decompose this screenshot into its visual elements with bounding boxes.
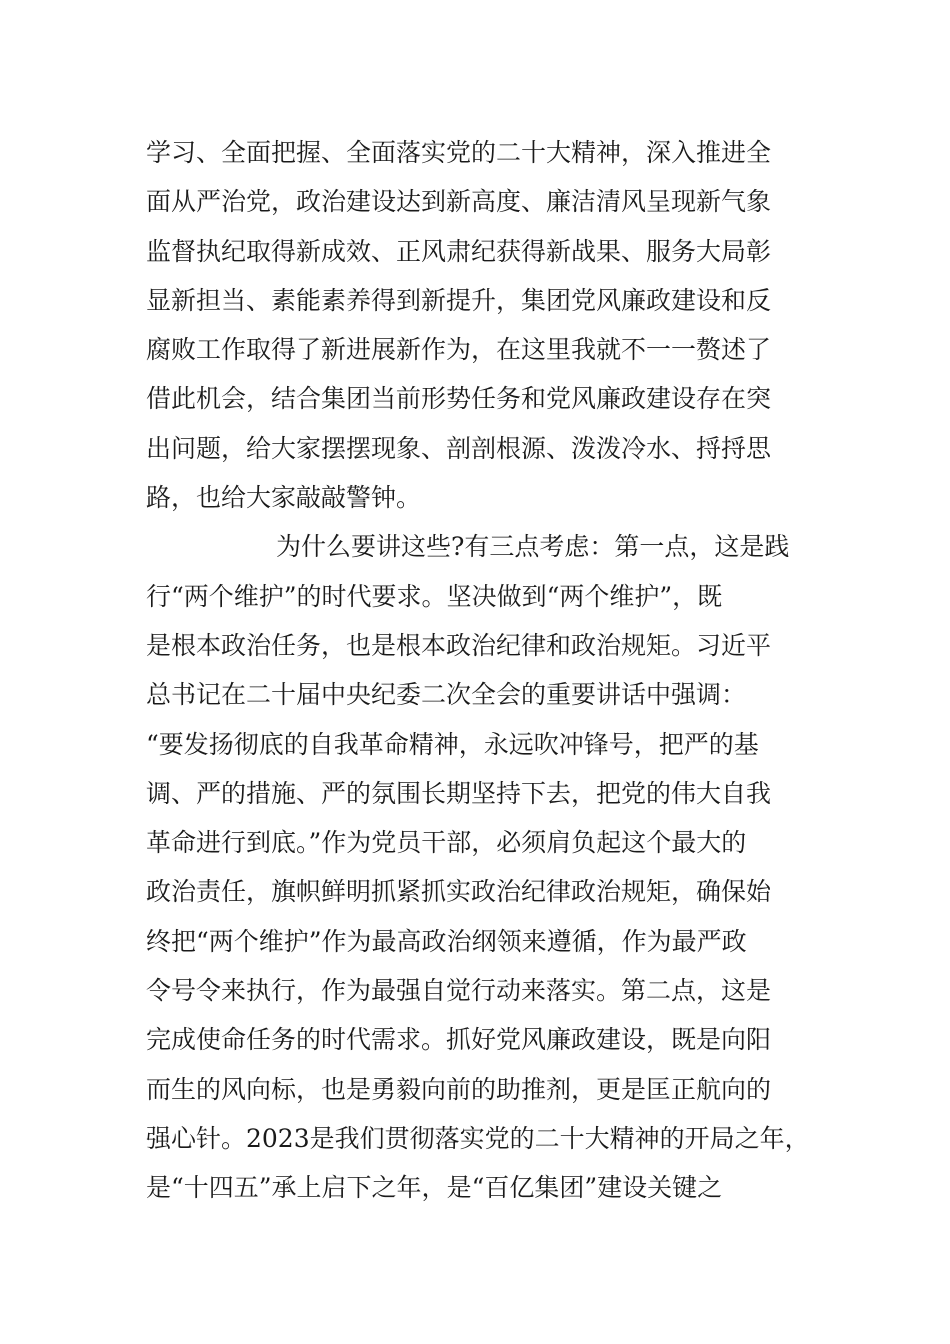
text-line: 学习、全面把握、全面落实党的二十大精神，深入推进全 [146, 138, 772, 167]
text-line: 监督执纪取得新成效、正风肃纪获得新战果、服务大局彰 [146, 236, 772, 266]
text-line: 调、严的措施、严的氛围长期坚持下去，把党的伟大自我 [146, 778, 772, 808]
text-line: 终把“两个维护”作为最高政治纲领来遵循，作为最严政 [146, 926, 747, 956]
paragraph-start-line: 为什么要讲这些?有三点考虑：第一点，这是践 [276, 532, 790, 562]
text-line: 出问题，给大家摆摆现象、剖剖根源、泼泼冷水、捋捋思 [146, 433, 772, 463]
text-line: 是“十四五”承上启下之年，是“百亿集团”建设关键之 [146, 1173, 723, 1203]
text-line: 强心针。2023是我们贯彻落实党的二十大精神的开局之年， [146, 1123, 810, 1153]
text-line: 路，也给大家敲敲警钟。 [146, 483, 422, 513]
text-line: 行“两个维护”的时代要求。坚决做到“两个维护”，既 [146, 581, 723, 611]
body-text [146, 128, 826, 1213]
text-line: “要发扬彻底的自我革命精神，永远吹冲锋号，把严的基 [146, 729, 759, 759]
text-line: 借此机会，结合集团当前形势任务和党风廉政建设存在突 [146, 384, 772, 414]
text-line: 完成使命任务的时代需求。抓好党风廉政建设，既是向阳 [146, 1025, 772, 1055]
text-line: 令号令来执行，作为最强自觉行动来落实。第二点，这是 [146, 976, 772, 1006]
text-line: 腐败工作取得了新进展新作为，在这里我就不一一赘述了 [146, 335, 772, 365]
text-line: 革命进行到底。”作为党员干部，必须肩负起这个最大的 [146, 828, 747, 858]
text-line: 总书记在二十届中央纪委二次全会的重要讲话中强调： [146, 680, 747, 710]
text-line: 面从严治党，政治建设达到新高度、廉洁清风呈现新气象 [146, 187, 772, 217]
text-line: 而生的风向标，也是勇毅向前的助推剂，更是匡正航向的 [146, 1074, 772, 1104]
text-line: 显新担当、素能素养得到新提升，集团党风廉政建设和反 [146, 285, 772, 315]
text-line: 是根本政治任务，也是根本政治纪律和政治规矩。习近平 [146, 630, 772, 660]
text-line: 政治责任，旗帜鲜明抓紧抓实政治纪律政治规矩，确保始 [146, 877, 772, 907]
